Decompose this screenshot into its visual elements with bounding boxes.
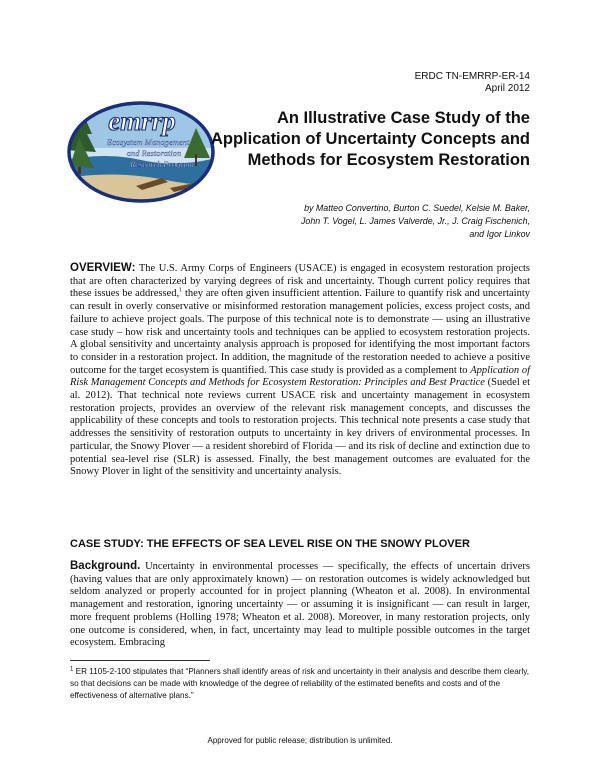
reference-title: Application of Risk Management Concepts and Methods for Ecosystem Restoration: Principles and Best Practice [70, 364, 530, 389]
report-number: ERDC TN-EMRRP-ER-14 [414, 71, 530, 82]
background-lead: Background. [70, 560, 141, 572]
report-date: April 2012 [484, 83, 530, 94]
footnote [70, 666, 530, 702]
footnote-text: ER 1105-2-100 stipulates that “Planners shall identify areas of risk and uncertainty in their analysis and describe them clearly, so that decisions can be made with knowledge of the degree of reliability of the estimated benefits and costs and of the effectiveness of alternative plans.” [70, 667, 530, 700]
section-heading: CASE STUDY: THE EFFECTS OF SEA LEVEL RISE ON THE SNOWY PLOVER [70, 538, 470, 550]
author-list [210, 202, 530, 241]
overview-lead: OVERVIEW: [70, 262, 136, 274]
logo-line2: and Restoration [126, 148, 182, 158]
author-line: and Igor Linkov [469, 229, 530, 239]
overview-text: (Suedel et al. 2012). That technical note reviews current USACE risk and uncertainty management in ecosystem restoration projects, provides an overview of the relevant risk management concepts, and discusses the applicability of these concepts and tools to restoration projects. This technical note presents a case study that addresses the sensitivity of restoration outputs to uncertainty in key drivers of environmental processes. In particular, the Snowy Plover — a resident shorebird of Florida — and its risk of decline and extinction due to potential sea-level rise (SLR) is assessed. Finally, the best management outcomes are evaluated for the Snowy Plover in light of the sensitivity and uncertainty analysis. [70, 377, 531, 478]
document-title: An Illustrative Case Study of the Application of Uncertainty Concepts and Methods for Ecosystem Restoration [210, 109, 530, 169]
author-line: by Matteo Convertino, Burton C. Suedel, Kelsie M. Baker, [304, 203, 530, 213]
overview-paragraph [70, 262, 530, 479]
footnote-divider [70, 660, 210, 661]
distribution-statement: Approved for public release; distribution is unlimited. [207, 736, 393, 745]
logo-acronym: emrrp [108, 106, 176, 136]
background-paragraph [70, 560, 530, 650]
author-line: John T. Vogel, L. James Valverde, Jr., J. Craig Fischenich, [300, 216, 530, 226]
logo-line1: Ecosystem Management [106, 137, 190, 147]
overview-text: The U.S. Army Corps of Engineers (USACE) is engaged in ecosystem restoration projects that are often characterized by varying degrees of risk and uncertainty. Though current policy requires that these issues be addressed, [70, 263, 530, 300]
footnote-ref: 1 [179, 287, 183, 294]
overview-text: they are often given insufficient attention. Failure to quantify risk and uncertainty can result in overly conservative or misinformed restoration management policies, excess project costs, and failure to achieve project goals. The purpose of this technical note is to demonstrate — using an illustrative case study – how risk and uncertainty tools and techniques can be applied to ecosystem restoration projects. A global sensitivity and uncertainty analysis approach is proposed for identifying the most important factors to consider in a restoration project. In addition, the magnitude of the restoration needed to achieve a positive outcome for the target ecosystem is quantified. This case study is provided as a complement to [70, 288, 530, 376]
footnote-number: 1 [70, 666, 74, 673]
emrrp-logo [66, 100, 216, 204]
background-text: Uncertainty in environmental processes — specifically, the effects of uncertain drivers (having values that are only approximately known) — on restoration outcomes is widely acknowledged but seldom analyzed or properly accounted for in project planning (Wheaton et al. 2008). In environmental management and restoration, ignoring uncertainty — or assuming it is insignificant — can result in larger, more frequent problems (Holling 1978; Wheaton et al. 2008). Moreover, in many restoration projects, only one outcome is considered, when, in fact, uncertainty may lead to multiple possible outcomes in the target ecosystem. Embracing [70, 561, 531, 649]
report-header [415, 71, 530, 95]
logo-line3: Research Program [130, 159, 194, 169]
